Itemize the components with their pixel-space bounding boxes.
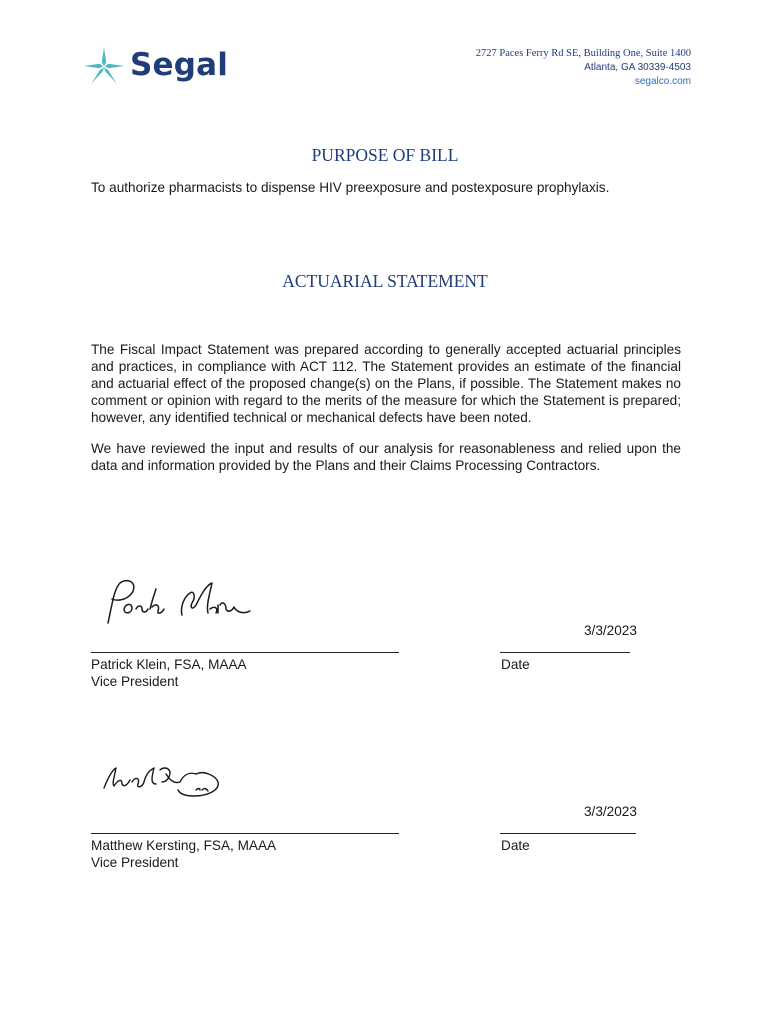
signer-name-1: Patrick Klein, FSA, MAAA — [91, 657, 247, 672]
signer-title-1: Vice President — [91, 674, 179, 689]
handwritten-signature-icon — [100, 760, 230, 805]
signature-patrick-klein — [98, 575, 258, 635]
actuarial-paragraph-1: The Fiscal Impact Statement was prepared according to generally accepted actuarial principles and practices, in compliance with ACT 112. The Statement provides an estimate of the financial and actuarial effect of the proposed change(s) on the Plans, if possible. The Statement makes no comment or opinion with regard to the merits of the measure for which the Statement is prepared; however, any identified technical or mechanical defects have been noted. — [91, 342, 681, 425]
signature-line-2 — [91, 833, 399, 834]
company-address — [476, 47, 691, 89]
purpose-text: To authorize pharmacists to dispense HIV preexposure and postexposure prophylaxis. — [91, 180, 610, 195]
website-link[interactable]: segalco.com — [634, 76, 691, 87]
date-line-1 — [500, 652, 630, 653]
star-icon — [84, 47, 124, 85]
actuarial-paragraph-2: We have reviewed the input and results of our analysis for reasonableness and relied upon the data and information provided by the Plans and their Claims Processing Contractors. — [91, 441, 681, 473]
date-line-2 — [500, 833, 636, 834]
signer-name-2: Matthew Kersting, FSA, MAAA — [91, 838, 277, 853]
signature-date-2: 3/3/2023 — [584, 804, 637, 819]
segal-logo — [84, 44, 234, 88]
address-line-1: 2727 Paces Ferry Rd SE, Building One, Suite 1400 — [475, 48, 691, 59]
signature-date-1: 3/3/2023 — [584, 623, 637, 638]
brand-name: Segal — [130, 47, 229, 83]
date-label-1: Date — [501, 657, 530, 672]
actuarial-heading: ACTUARIAL STATEMENT — [282, 271, 488, 291]
signer-title-2: Vice President — [91, 855, 179, 870]
purpose-heading: PURPOSE OF BILL — [311, 145, 459, 165]
signature-line-1 — [91, 652, 399, 653]
date-label-2: Date — [501, 838, 530, 853]
signature-matthew-kersting — [100, 760, 230, 805]
address-line-2: Atlanta, GA 30339-4503 — [584, 62, 691, 73]
handwritten-signature-icon — [98, 575, 258, 635]
